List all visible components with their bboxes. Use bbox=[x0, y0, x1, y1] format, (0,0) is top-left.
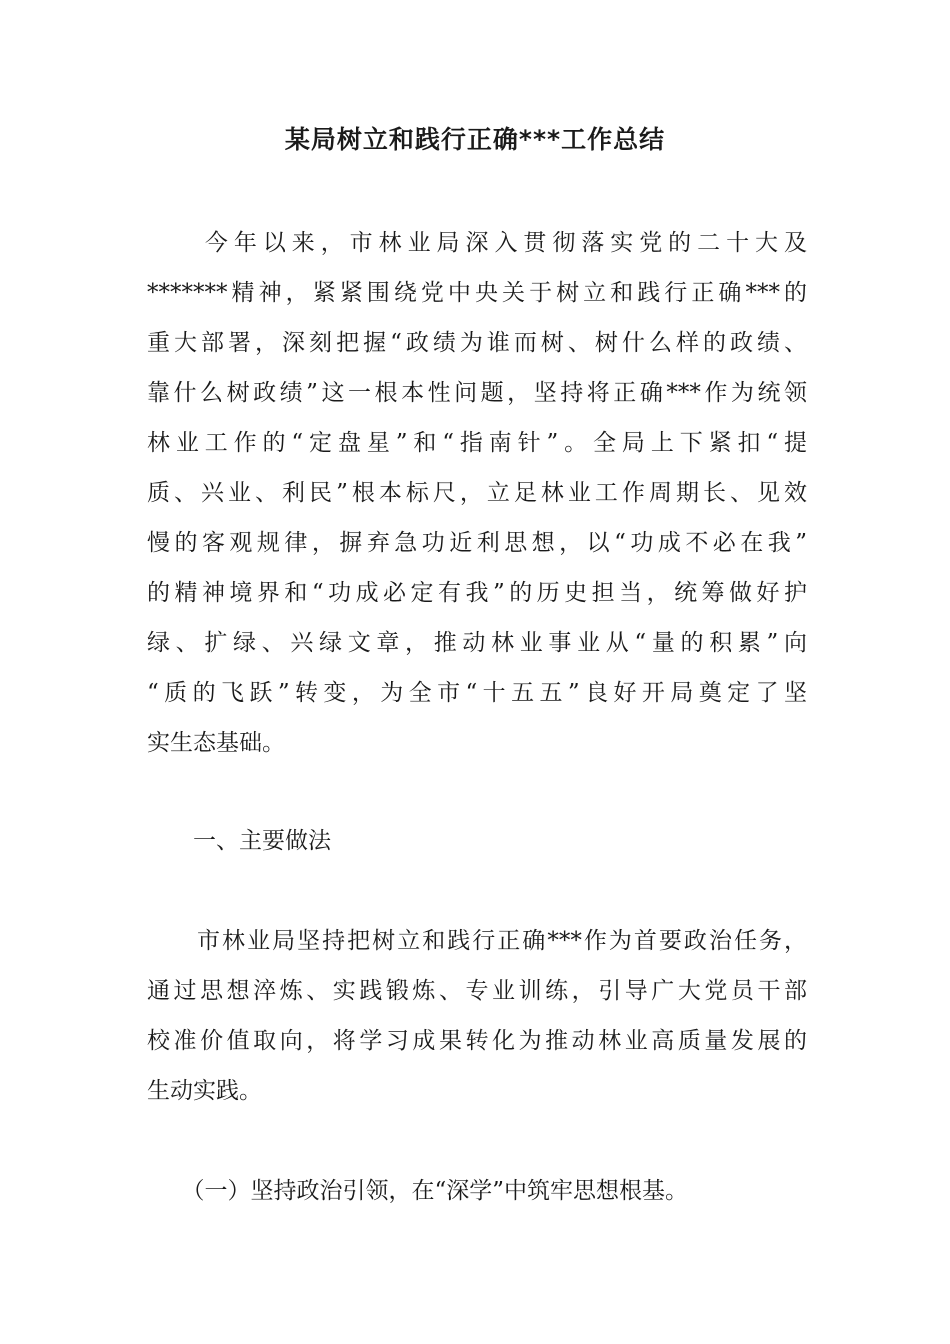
paragraph-line: 通过思想淬炼、实践锻炼、专业训练，引导广大党员干部 bbox=[147, 978, 807, 1004]
section-heading: 一、主要做法 bbox=[147, 828, 331, 854]
paragraph-line: 实生态基础。 bbox=[147, 730, 285, 756]
subsection-heading: （一）坚持政治引领，在“深学”中筑牢思想根基。 bbox=[147, 1178, 689, 1204]
paragraph-line: 绿、扩绿、兴绿文章，推动林业事业从“量的积累”向 bbox=[147, 630, 807, 656]
paragraph-line: 靠什么树政绩”这一根本性问题，坚持将正确***作为统领 bbox=[147, 380, 807, 406]
paragraph-line: 校准价值取向，将学习成果转化为推动林业高质量发展的 bbox=[147, 1028, 807, 1054]
paragraph-line: 质、兴业、利民”根本标尺，立足林业工作周期长、见效 bbox=[147, 480, 807, 506]
paragraph-line: *******精神，紧紧围绕党中央关于树立和践行正确***的 bbox=[147, 280, 807, 306]
paragraph-line: 生动实践。 bbox=[147, 1078, 262, 1104]
document-title: 某局树立和践行正确***工作总结 bbox=[284, 125, 666, 154]
paragraph-line: 重大部署，深刻把握“政绩为谁而树、树什么样的政绩、 bbox=[147, 330, 807, 356]
paragraph-line: 林业工作的“定盘星”和“指南针”。全局上下紧扣“提 bbox=[147, 430, 807, 456]
paragraph-line: 的精神境界和“功成必定有我”的历史担当，统筹做好护 bbox=[147, 580, 807, 606]
paragraph-line: “质的飞跃”转变，为全市“十五五”良好开局奠定了坚 bbox=[147, 680, 807, 706]
paragraph-line: 今年以来，市林业局深入贯彻落实党的二十大及 bbox=[147, 230, 807, 256]
paragraph-line: 慢的客观规律，摒弃急功近利思想，以“功成不必在我” bbox=[147, 530, 807, 556]
paragraph-line: 市林业局坚持把树立和践行正确***作为首要政治任务， bbox=[147, 928, 807, 954]
